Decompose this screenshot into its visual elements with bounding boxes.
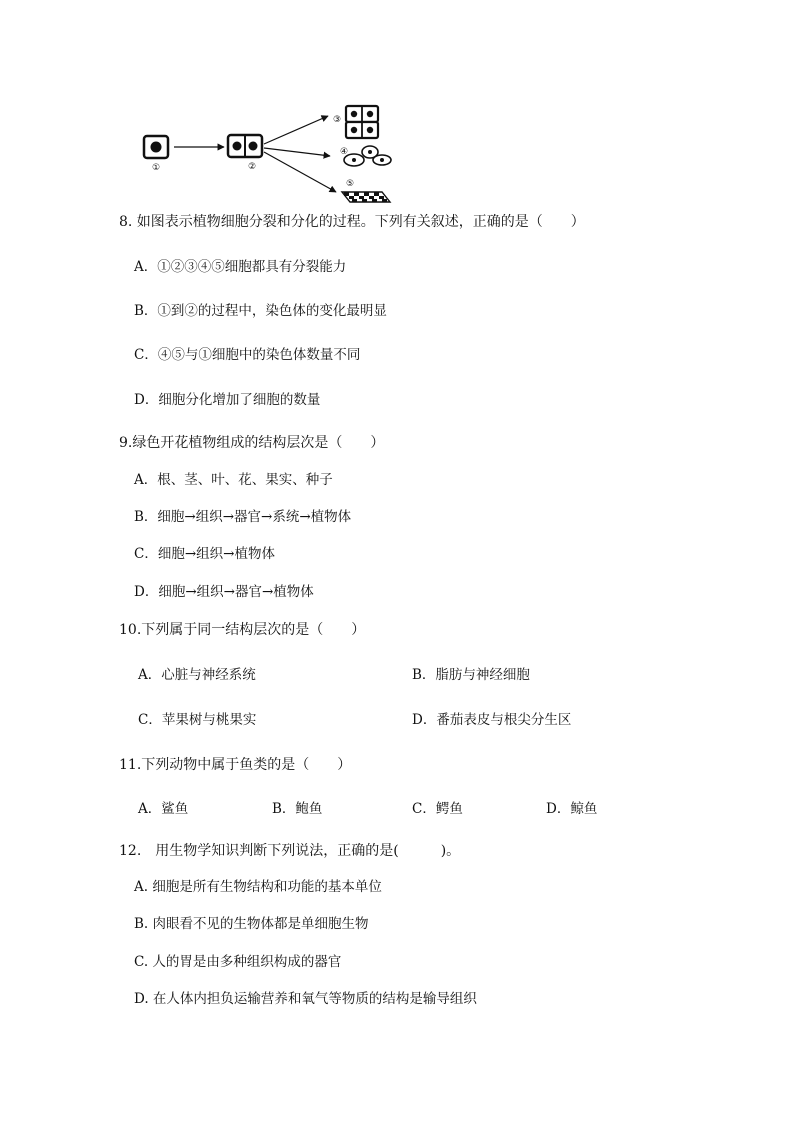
question-8-option-d: D．细胞分化增加了细胞的数量 (134, 392, 321, 408)
question-11-option-a: A．鲨鱼 (138, 801, 189, 817)
question-12-stem: 12. 用生物学知识判断下列说法，正确的是( )。 (119, 843, 461, 859)
arrow-2-5 (264, 152, 336, 192)
label-cell-2: ② (247, 162, 257, 172)
question-11-option-c: C．鳄鱼 (412, 801, 463, 817)
label-cell-4: ④ (339, 147, 349, 157)
question-10-option-b: B．脂肪与神经细胞 (412, 667, 530, 683)
question-10-stem: 10.下列属于同一结构层次的是（ ） (119, 622, 366, 638)
question-12-option-d: D. 在人体内担负运输营养和氧气等物质的结构是输导组织 (134, 991, 477, 1007)
question-11-option-d: D．鲸鱼 (546, 801, 598, 817)
question-8-option-a: A．①②③④⑤细胞都具有分裂能力 (134, 259, 347, 275)
arrow-2-4 (264, 148, 330, 156)
question-11-stem: 11.下列动物中属于鱼类的是（ ） (119, 757, 352, 773)
question-9-option-d: D．细胞→组织→器官→植物体 (134, 584, 314, 600)
arrow-2-3 (264, 116, 328, 144)
question-11-option-b: B．鲍鱼 (272, 801, 323, 817)
label-cell-3: ③ (332, 115, 342, 125)
question-10-option-d: D．番茄表皮与根尖分生区 (412, 712, 572, 728)
question-8-stem: 8. 如图表示植物细胞分裂和分化的过程。下列有关叙述，正确的是（ ） (119, 214, 585, 230)
label-cell-5: ⑤ (345, 179, 355, 189)
question-12-option-a: A. 细胞是所有生物结构和功能的基本单位 (134, 879, 382, 895)
cell-3 (346, 106, 378, 138)
question-12-option-c: C. 人的胃是由多种组织构成的器官 (134, 954, 342, 970)
cell-4 (344, 146, 391, 166)
question-9-option-c: C．细胞→组织→植物体 (134, 546, 275, 562)
cell-1 (144, 136, 168, 158)
question-9-option-b: B．细胞→组织→器官→系统→植物体 (134, 509, 352, 525)
question-10-option-c: C．苹果树与桃果实 (138, 712, 257, 728)
question-8-option-c: C．④⑤与①细胞中的染色体数量不同 (134, 347, 361, 363)
cell-2 (228, 135, 262, 157)
question-9-option-a: A．根、茎、叶、花、果实、种子 (134, 472, 333, 488)
question-10-option-a: A．心脏与神经系统 (138, 667, 256, 683)
cell-division-diagram (130, 100, 410, 210)
question-8-option-b: B．①到②的过程中，染色体的变化最明显 (134, 303, 387, 319)
question-12-option-b: B. 肉眼看不见的生物体都是单细胞生物 (134, 916, 369, 932)
cell-5 (342, 192, 390, 202)
label-cell-1: ① (151, 163, 161, 173)
question-9-stem: 9.绿色开花植物组成的结构层次是（ ） (119, 435, 385, 451)
